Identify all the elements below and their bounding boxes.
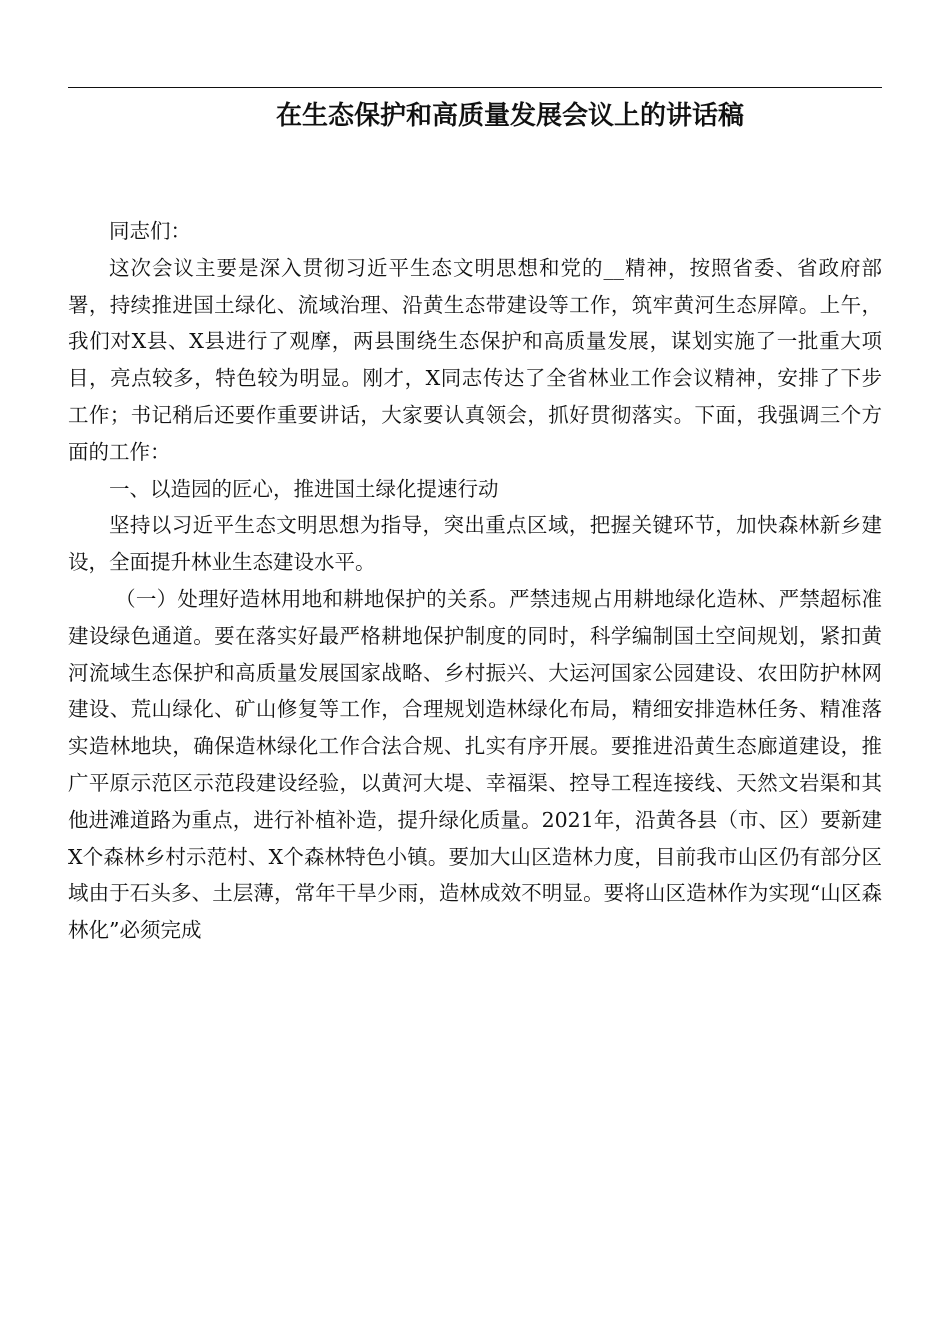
header-rule xyxy=(68,87,882,88)
section-heading: 一、以造园的匠心，推进国土绿化提速行动 xyxy=(109,476,499,501)
document-title: 在生态保护和高质量发展会议上的讲话稿 xyxy=(275,101,744,131)
section-summary-paragraph: 坚持以习近平生态文明思想为指导，突出重点区域，把握关键环节，加快森林新乡建设，全面提升林业生态建设水平。 xyxy=(68,513,882,575)
salutation-paragraph: 同志们： xyxy=(109,219,191,243)
subsection-paragraph: （一）处理好造林用地和耕地保护的关系。严禁违规占用耕地绿化造林、严禁超标准建设绿色通道。要在落实好最严格耕地保护制度的同时，科学编制国土空间规划，紧扣黄河流域生态保护和高质量发展国家战略、乡村振兴、大运河国家公园建设、农田防护林网建设、荒山绿化、矿山修复等工作，合理规划造林绿化布局，精细安排造林任务、精准落实造林地块，确保造林绿化工作合法合规、扎实有序开展。要推进沿黄生态廊道建设，推广平原示范区示范段建设经验，以黄河大堤、幸福渠、控导工程连接线、天然文岩渠和其他进滩道路为重点，进行补植补造，提升绿化质量。2021年，沿黄各县（市、区）要新建X个森林乡村示范村、X个森林特色小镇。要加大山区造林力度，目前我市山区仍有部分区域由于石头多、土层薄，常年干旱少雨，造林成效不明显。要将山区造林作为实现“山区森林化”必须完成 xyxy=(68,586,882,943)
intro-paragraph: 这次会议主要是深入贯彻习近平生态文明思想和党的__精神，按照省委、省政府部署，持续推进国土绿化、流域治理、沿黄生态带建设等工作，筑牢黄河生态屏障。上午，我们对X县、X县进行了观摩，两县围绕生态保护和高质量发展，谋划实施了一批重大项目，亮点较多，特色较为明显。刚才，X同志传达了全省林业工作会议精神，安排了下步工作；书记稍后还要作重要讲话，大家要认真领会，抓好贯彻落实。下面，我强调三个方面的工作： xyxy=(68,255,882,464)
document-body xyxy=(68,213,882,949)
